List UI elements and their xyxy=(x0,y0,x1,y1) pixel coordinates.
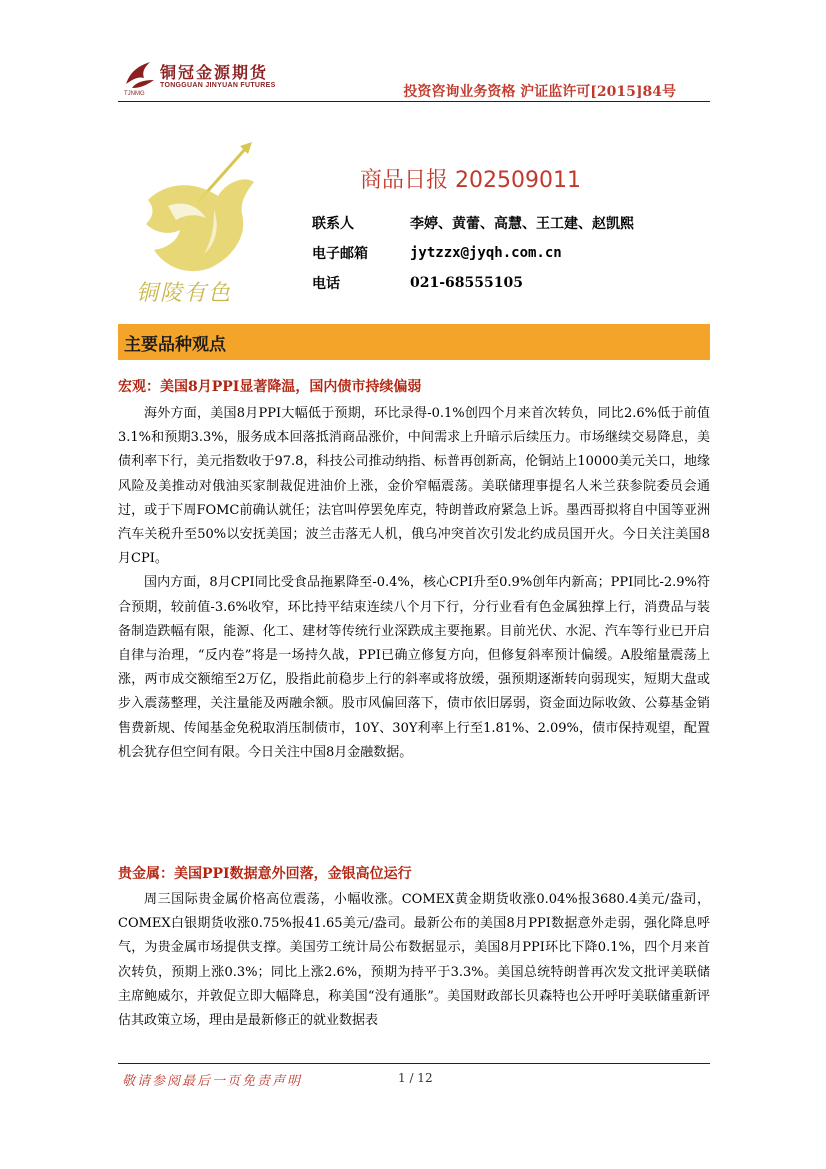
page-number: 1 / 12 xyxy=(398,1071,433,1085)
header-divider xyxy=(118,101,710,102)
contact-row xyxy=(312,208,634,238)
contact-value: 李婷、黄蕾、高慧、王工建、赵凯熙 xyxy=(410,216,634,232)
contact-table xyxy=(312,208,634,298)
disclaimer-note: 敬请参阅最后一页免责声明 xyxy=(122,1074,303,1089)
company-abbr: TJNMG xyxy=(124,91,145,97)
contact-email[interactable]: jytzzx@jyqh.com.cn xyxy=(410,245,562,261)
precious-body xyxy=(118,888,710,1058)
macro-paragraph-overseas: 海外方面，美国8月PPI大幅低于预期，环比录得-0.1%创四个月来首次转负，同比2.6%低于前值3.1%和预期3.3%，服务成本回落抵消商品涨价，中间需求上升暗示后续压力。市场继续交易降息，美债利率下行，美元指数收于97.8，科技公司推动纳指、标普再创新高，伦铜站上10000美元关口，地缘风险及美推动对俄油买家制裁促进油价上涨，金价窄幅震荡。美联储理事提名人米兰获参院委员会通过，或于下周FOMC前确认就任；法官叫停罢免库克，特朗普政府紧急上诉。墨西哥拟将自中国等亚洲汽车关税升至50%以安抚美国；波兰击落无人机，俄乌冲突首次引发北约成员国开火。今日关注美国8月CPI。 xyxy=(118,406,710,567)
brand-artwork xyxy=(128,140,298,320)
company-name: 铜冠金源期货 xyxy=(160,63,269,82)
precious-heading: 贵金属：美国PPI数据意外回落，金银高位运行 xyxy=(118,866,412,882)
contact-row xyxy=(312,268,634,298)
company-logo-icon xyxy=(122,58,158,92)
section-header xyxy=(118,324,710,360)
contact-label: 电子邮箱 xyxy=(312,246,368,262)
contact-label: 电话 xyxy=(312,276,340,292)
brand-signature: 铜陵有色 xyxy=(136,281,233,306)
qualification-text: 投资咨询业务资格 沪证监许可[2015]84号 xyxy=(403,84,676,100)
section-title: 主要品种观点 xyxy=(124,335,226,355)
report-title: 商品日报 202509011 xyxy=(360,168,581,193)
macro-paragraph-domestic: 国内方面，8月CPI同比受食品拖累降至-0.4%，核心CPI升至0.9%创年内新高；PPI同比-2.9%符合预期，较前值-3.6%收窄，环比持平结束连续八个月下行，分行业看有色金属独撑上行，消费品与装备制造跌幅有限，能源、化工、建材等传统行业深跌成主要拖累。目前光伏、水泥、汽车等行业已开启自律与治理，“反内卷”将是一场持久战，PPI已确立修复方向，但修复斜率预计偏缓。A股缩量震荡上涨，两市成交额缩至2万亿，股指此前稳步上行的斜率或将放缓，强预期逐渐转向弱现实，短期大盘或步入震荡整理，关注量能及两融余额。股市风偏回落下，债市依旧孱弱，资金面边际收敛、公募基金销售费新规、传闻基金免税取消压制债市，10Y、30Y利率上行至1.81%、2.09%，债市保持观望，配置机会犹存但空间有限。今日关注中国8月金融数据。 xyxy=(118,575,710,760)
precious-paragraph: 周三国际贵金属价格高位震荡，小幅收涨。COMEX黄金期货收涨0.04%报3680.4美元/盎司，COMEX白银期货收涨0.75%报41.65美元/盎司。最新公布的美国8月PPI数据意外走弱，强化降息呼气，为贵金属市场提供支撑。美国劳工统计局公布数据显示，美国8月PPI环比下降0.1%，四个月来首次转负，预期上涨0.3%；同比上涨2.6%，预期为持平于3.3%。美国总统特朗普再次发文批评美联储主席鲍威尔，并敦促立即大幅降息，称美国“没有通胀”。美国财政部长贝森特也公开呼吁美联储重新评估其政策立场，理由是最新修正的就业数据表 xyxy=(118,892,710,1029)
contact-label: 联系人 xyxy=(312,216,354,232)
contact-row xyxy=(312,238,634,268)
contact-phone: 021-68555105 xyxy=(410,275,523,291)
footer-divider xyxy=(118,1063,710,1064)
company-name-en: TONGGUAN JINYUAN FUTURES xyxy=(160,82,276,89)
macro-heading: 宏观：美国8月PPI显著降温，国内债市持续偏弱 xyxy=(118,379,422,395)
macro-body xyxy=(118,402,710,765)
